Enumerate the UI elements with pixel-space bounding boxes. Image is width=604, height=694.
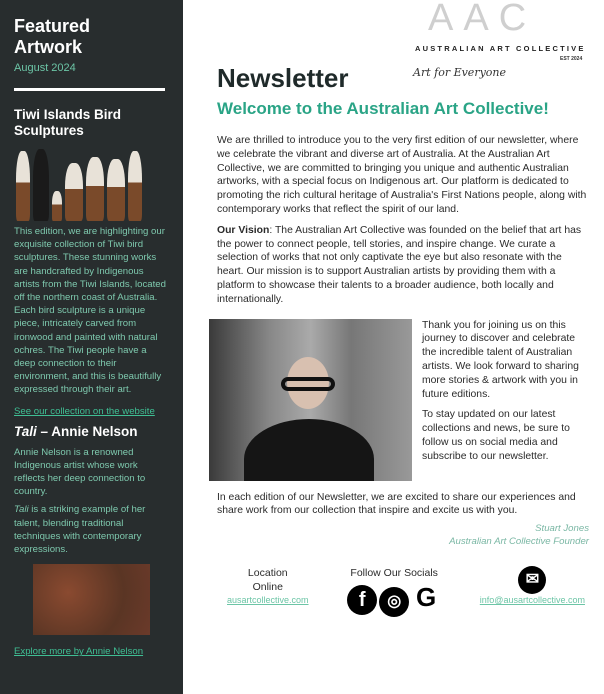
logo-letters: AAC [428, 0, 537, 39]
logo-est: EST 2024 [560, 56, 583, 62]
instagram-icon[interactable]: ◎ [379, 587, 409, 617]
artist-title: Tali – Annie Nelson [14, 423, 138, 439]
subscribe-paragraph: To stay updated on our latest collections and news, be sure to follow us on social media and subscribe to our newsletter. [422, 409, 570, 462]
feature-title: Tiwi Islands Bird Sculptures [14, 107, 122, 138]
logo-tagline: Art for Everyone [413, 66, 507, 79]
google-icon[interactable]: G [411, 582, 441, 612]
signature: Stuart Jones Australian Art Collective Founder [449, 523, 589, 548]
email-link[interactable]: info@ausartcollective.com [479, 595, 585, 606]
website-link[interactable]: ausartcollective.com [227, 595, 309, 606]
location-block: Location Online ausartcollective.com [227, 567, 309, 606]
socials-block: Follow Our Socials f ◎ G [346, 566, 442, 617]
bird-sculptures-image [16, 143, 153, 221]
artist-link[interactable]: Explore more by Annie Nelson [14, 646, 144, 658]
vision-paragraph: Our Vision: The Australian Art Collective was founded on the belief that art has the power to connect people, tell stories, and inspire change. We curate a selection of works that not only captivate the eye but also resonate with the heart. Our mission is to support Australian artists by providing them with a platform to showcase their talents to a broader audience, both locally and internationally. [217, 224, 582, 305]
founder-photo [209, 319, 412, 481]
welcome-heading: Welcome to the Australian Art Collective! [217, 99, 549, 118]
sidebar [0, 0, 183, 694]
tali-text: Tali is a striking example of her talent, blending traditional techniques with contemporary expressions. [14, 504, 146, 556]
tali-artwork-image [33, 564, 150, 635]
footer [217, 566, 589, 627]
closing-paragraph: In each edition of our Newsletter, we are excited to share our experiences and share work from our collection that inspire and excite us with you. [217, 491, 576, 517]
intro-paragraph: We are thrilled to introduce you to the very first edition of our newsletter, where we celebrate the vibrant and diverse art of Australia. At the Australian Art Collective, we are committed to bringing you unique and authentic Australian artworks, with a special focus on Indigenous art. Our platform is dedicated to promoting the rich cultural heritage of Australia's First Nations people, along with contemporary works that reflect the spirit of our land. [217, 135, 587, 215]
thanks-paragraph: Thank you for joining us on this journey to discover and celebrate the incredible talent of Australian artists. We look forward to sharing more stories & artwork with you in future editions. [422, 319, 579, 400]
divider [14, 88, 165, 91]
feature-text: This edition, we are highlighting our exquisite collection of Tiwi bird sculptures. These stunning works are handcrafted by Indigenous artists from the Tiwi Islands, located off the northern coast of Australia. Each bird sculpture is a unique piece, intricately carved from ironwood and painted with natural ochres. The Tiwi people have a deep connection to their environment, and this is beautifully expressed through their art. [14, 226, 166, 396]
main-content [217, 62, 589, 627]
collection-link[interactable]: See our collection on the website [14, 405, 155, 417]
edition-date: August 2024 [14, 62, 76, 74]
page-title: Newsletter [217, 63, 349, 93]
photo-row [209, 319, 589, 481]
mail-icon[interactable]: ✉ [518, 566, 546, 594]
email-block [480, 566, 585, 607]
artist-text: Annie Nelson is a renowned Indigenous artist whose work reflects her deep connection to country. [14, 446, 146, 498]
sidebar-title: Featured Artwork [14, 16, 91, 57]
facebook-icon[interactable]: f [347, 585, 377, 615]
logo-name: AUSTRALIAN ART COLLECTIVE [415, 44, 586, 53]
